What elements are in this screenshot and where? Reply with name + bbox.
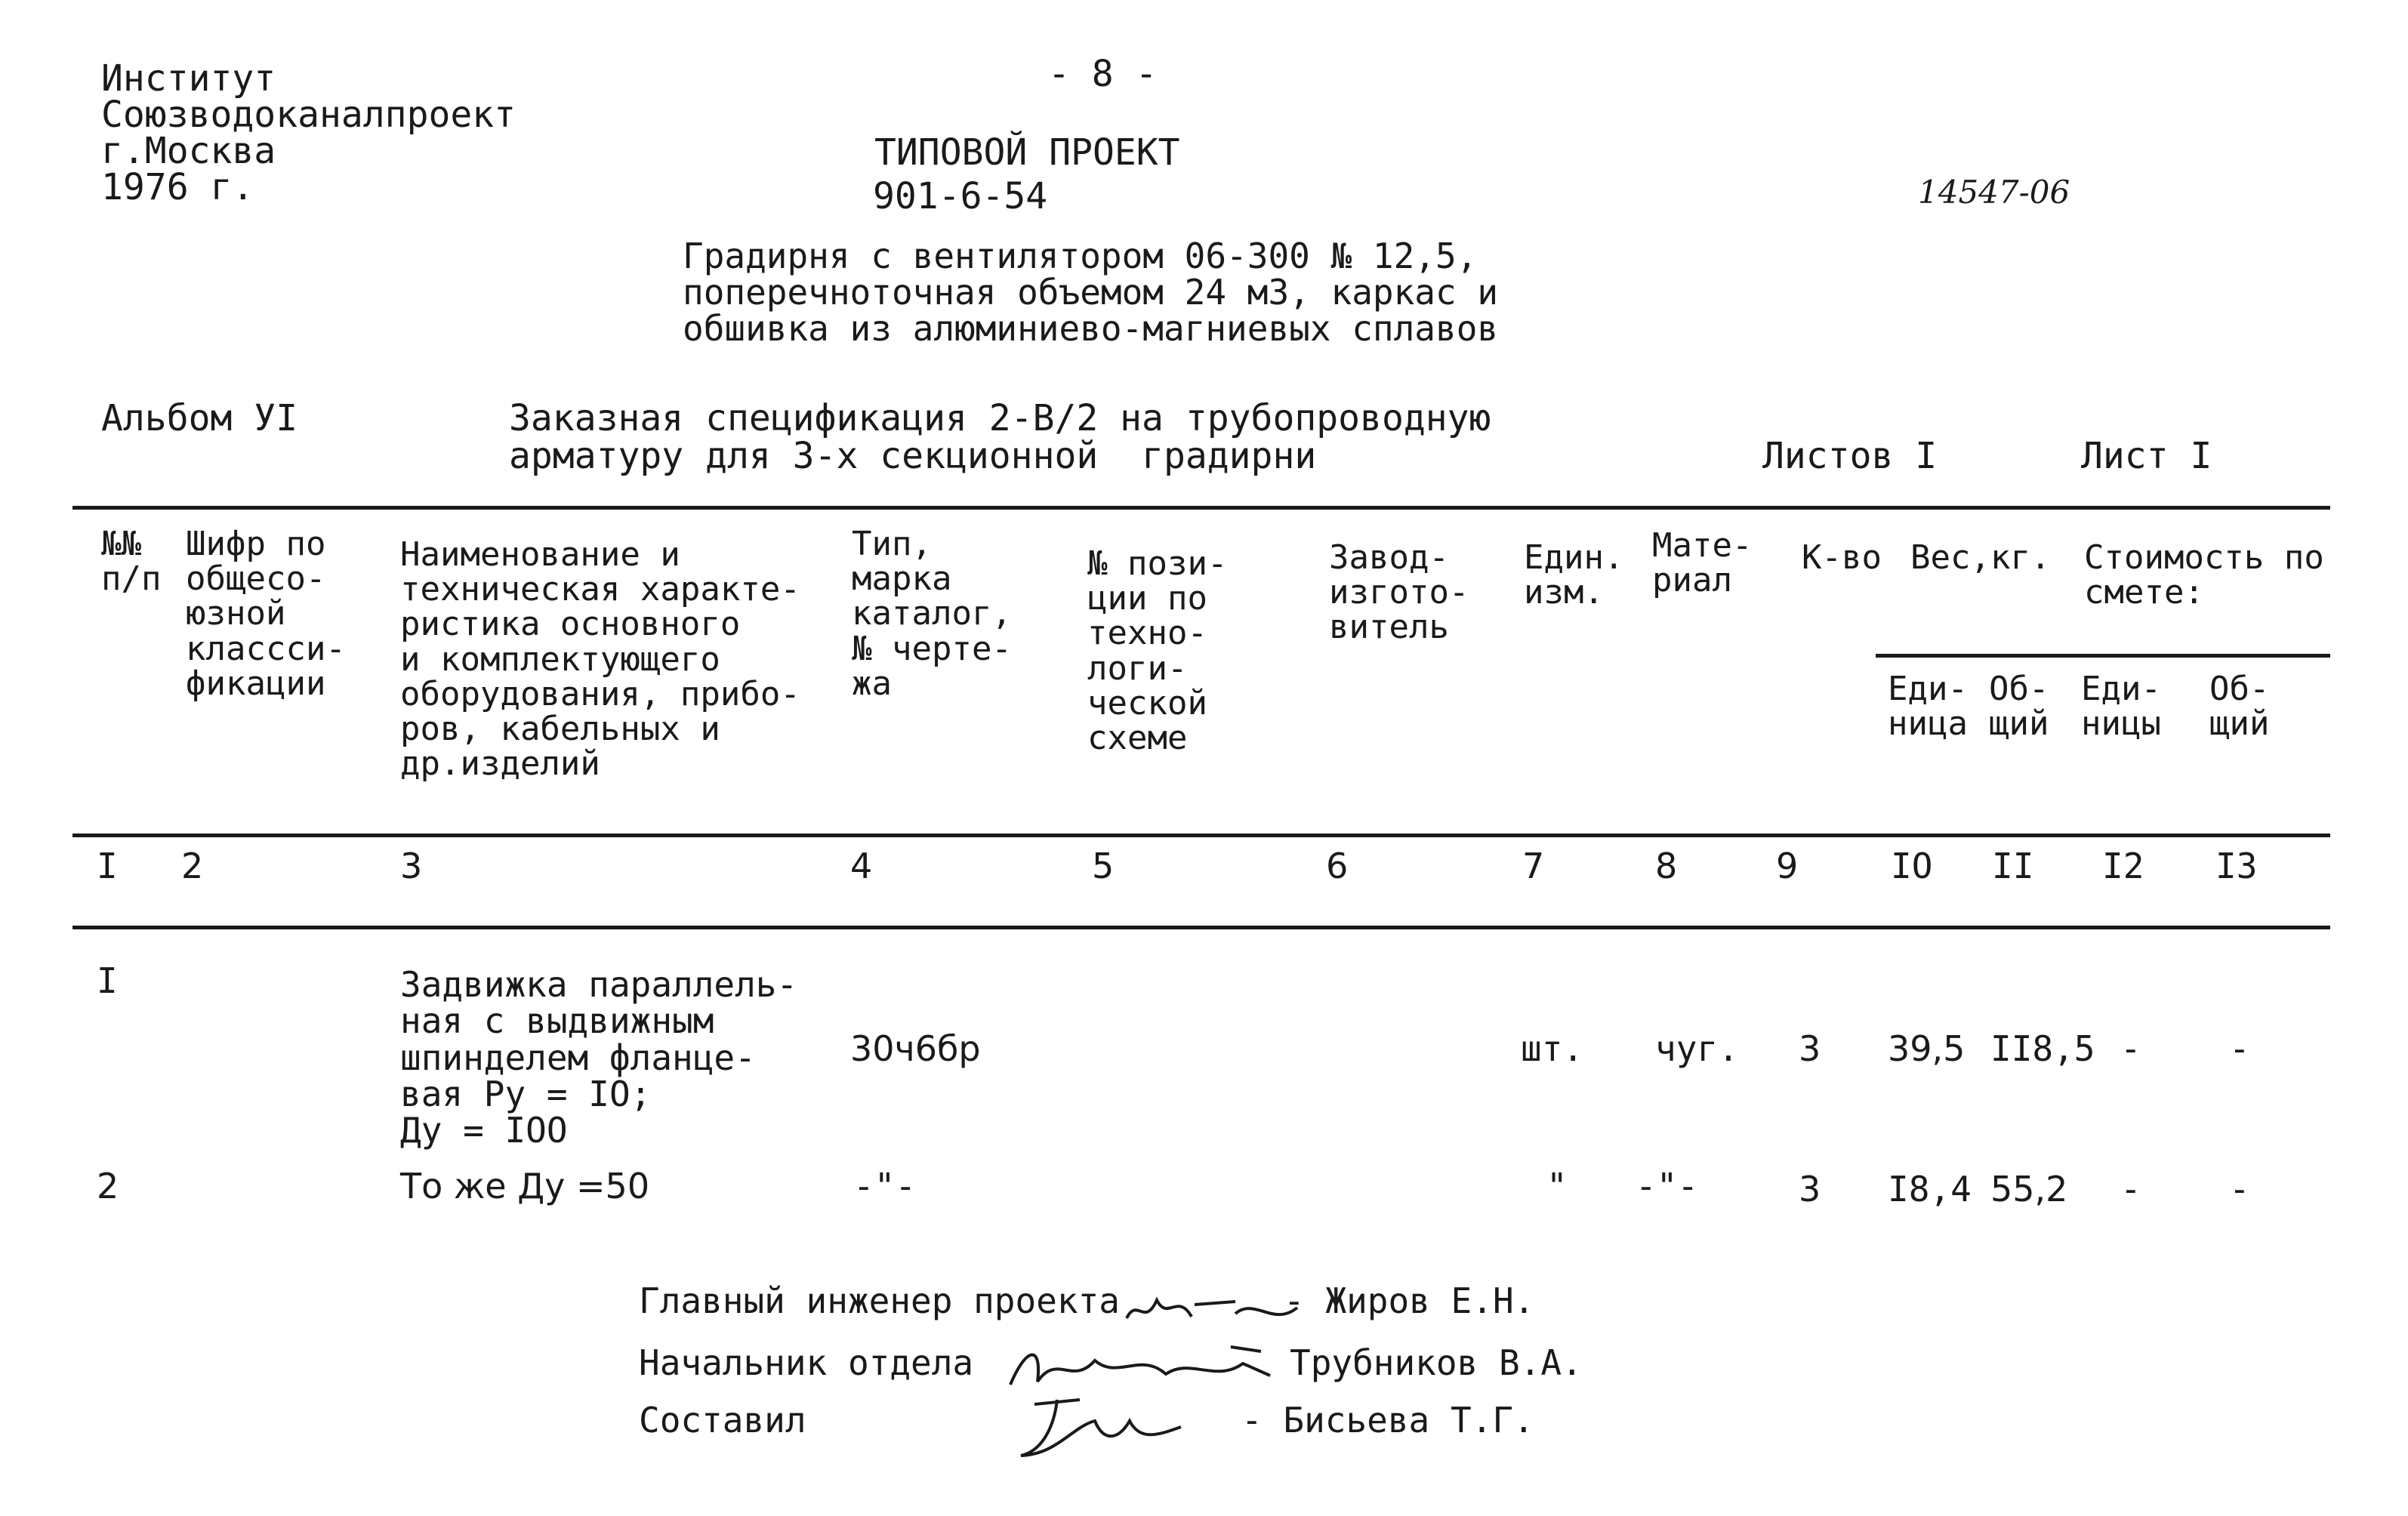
row-weight-unit: I8,4: [1888, 1169, 1972, 1209]
subheader-cost-total: Об- щий: [2209, 670, 2270, 744]
album-label: Альбом УI: [101, 397, 298, 439]
row-unit: шт.: [1521, 1028, 1584, 1069]
signature-role: Начальник отдела: [639, 1342, 974, 1383]
col-header-code: Шифр по общесо- юзной классси- фикации: [186, 525, 346, 703]
sheets-total: Листов I: [1762, 435, 1938, 477]
row-name: Задвижка параллель- ная с выдвижным шпинделем фланце- вая Ру = IO; Ду = IOO: [400, 964, 798, 1151]
signature-role: Главный инженер проекта: [639, 1280, 1120, 1321]
col-number: II: [1992, 846, 2034, 886]
row-cost-unit: -: [2120, 1169, 2141, 1209]
row-qty: 3: [1799, 1028, 1821, 1069]
col-header-num: №№ п/п: [101, 525, 162, 599]
col-header-material: Мате- риал: [1652, 526, 1753, 600]
description-line: обшивка из алюминиево-магниевых сплавов: [683, 308, 1499, 349]
archive-number: 14547-06: [1918, 174, 2070, 211]
row-type: -"-: [853, 1166, 917, 1206]
row-name: То же Ду =50: [400, 1166, 650, 1206]
col-number: 7: [1522, 846, 1545, 886]
row-qty: 3: [1799, 1169, 1821, 1209]
numbers-top-rule: [72, 833, 2330, 837]
row-cost-total: -: [2229, 1028, 2250, 1069]
row-cost-unit: -: [2120, 1028, 2141, 1069]
signature-name: Трубников В.А.: [1290, 1342, 1583, 1383]
subheader-weight-total: Об- щий: [1989, 670, 2049, 744]
col-number: IO: [1891, 846, 1933, 886]
row-material: чуг.: [1655, 1028, 1739, 1069]
subheader-rule: [1876, 654, 2330, 658]
col-number: I3: [2215, 846, 2258, 886]
col-header-cost: Стоимость по смете:: [2084, 538, 2324, 612]
col-number: 9: [1776, 846, 1799, 886]
col-header-qty: К-во: [1802, 538, 1882, 577]
spec-line: Заказная спецификация 2-В/2 на трубопроводную: [509, 397, 1491, 439]
numbers-bottom-rule: [72, 926, 2330, 929]
page-marker: - 8 -: [1048, 53, 1158, 95]
row-unit: ": [1546, 1166, 1568, 1206]
signature-name: - Жиров Е.Н.: [1284, 1280, 1535, 1321]
signature-mark: [1012, 1382, 1193, 1465]
row-weight-total: 55,2: [1990, 1169, 2068, 1209]
col-header-weight: Вес,кг.: [1910, 538, 2051, 577]
col-number: 3: [400, 846, 423, 886]
row-type: 30ч6бр: [850, 1028, 981, 1069]
row-material: -"-: [1636, 1166, 1699, 1206]
col-number: 6: [1326, 846, 1349, 886]
col-number: 2: [181, 846, 204, 886]
institute-line: г.Москва: [101, 130, 276, 172]
col-header-unit: Един. изм.: [1524, 538, 1624, 612]
subheader-cost-unit: Еди- ницы: [2081, 670, 2161, 744]
signature-name: - Бисьева Т.Г.: [1241, 1400, 1534, 1441]
row-num: I: [97, 960, 118, 1001]
row-weight-total: II8,5: [1990, 1028, 2095, 1069]
col-number: 4: [850, 846, 873, 886]
row-num: 2: [97, 1166, 119, 1206]
col-header-name: Наименование и техническая характе- ристика основного и комплектующего оборудования, прибо- ров, кабельных и др.изделий: [400, 535, 800, 784]
row-cost-total: -: [2229, 1169, 2250, 1209]
project-type: ТИПОВОЙ ПРОЕКТ: [874, 131, 1180, 174]
table-top-rule: [72, 506, 2330, 510]
subheader-weight-unit: Еди- ница: [1888, 670, 1968, 744]
col-header-position: № пози- ции по техно- логи- ческой схеме: [1087, 544, 1228, 757]
description-line: Градирня с вентилятором 06-300 № 12,5,: [683, 236, 1478, 276]
description-line: поперечноточная объемом 24 м3, каркас и: [683, 272, 1499, 313]
col-number: 8: [1655, 846, 1678, 886]
signature-role: Составил: [639, 1400, 806, 1441]
col-header-manufacturer: Завод- изгото- витель: [1329, 538, 1469, 647]
sheet-number: Лист I: [2081, 435, 2212, 477]
col-number: 5: [1092, 846, 1115, 886]
col-header-type: Тип, марка каталог, № черте- жа: [852, 525, 1012, 703]
institute-line: Институт: [101, 57, 276, 100]
col-number: I: [97, 846, 118, 886]
institute-line: Союзводоканалпроект: [101, 94, 516, 136]
col-number: I2: [2102, 846, 2144, 886]
institute-line: 1976 г.: [101, 166, 254, 208]
spec-line: арматуру для 3-х секционной градирни: [509, 435, 1317, 477]
row-weight-unit: 39,5: [1888, 1028, 1966, 1069]
project-number: 901-6-54: [873, 175, 1048, 217]
